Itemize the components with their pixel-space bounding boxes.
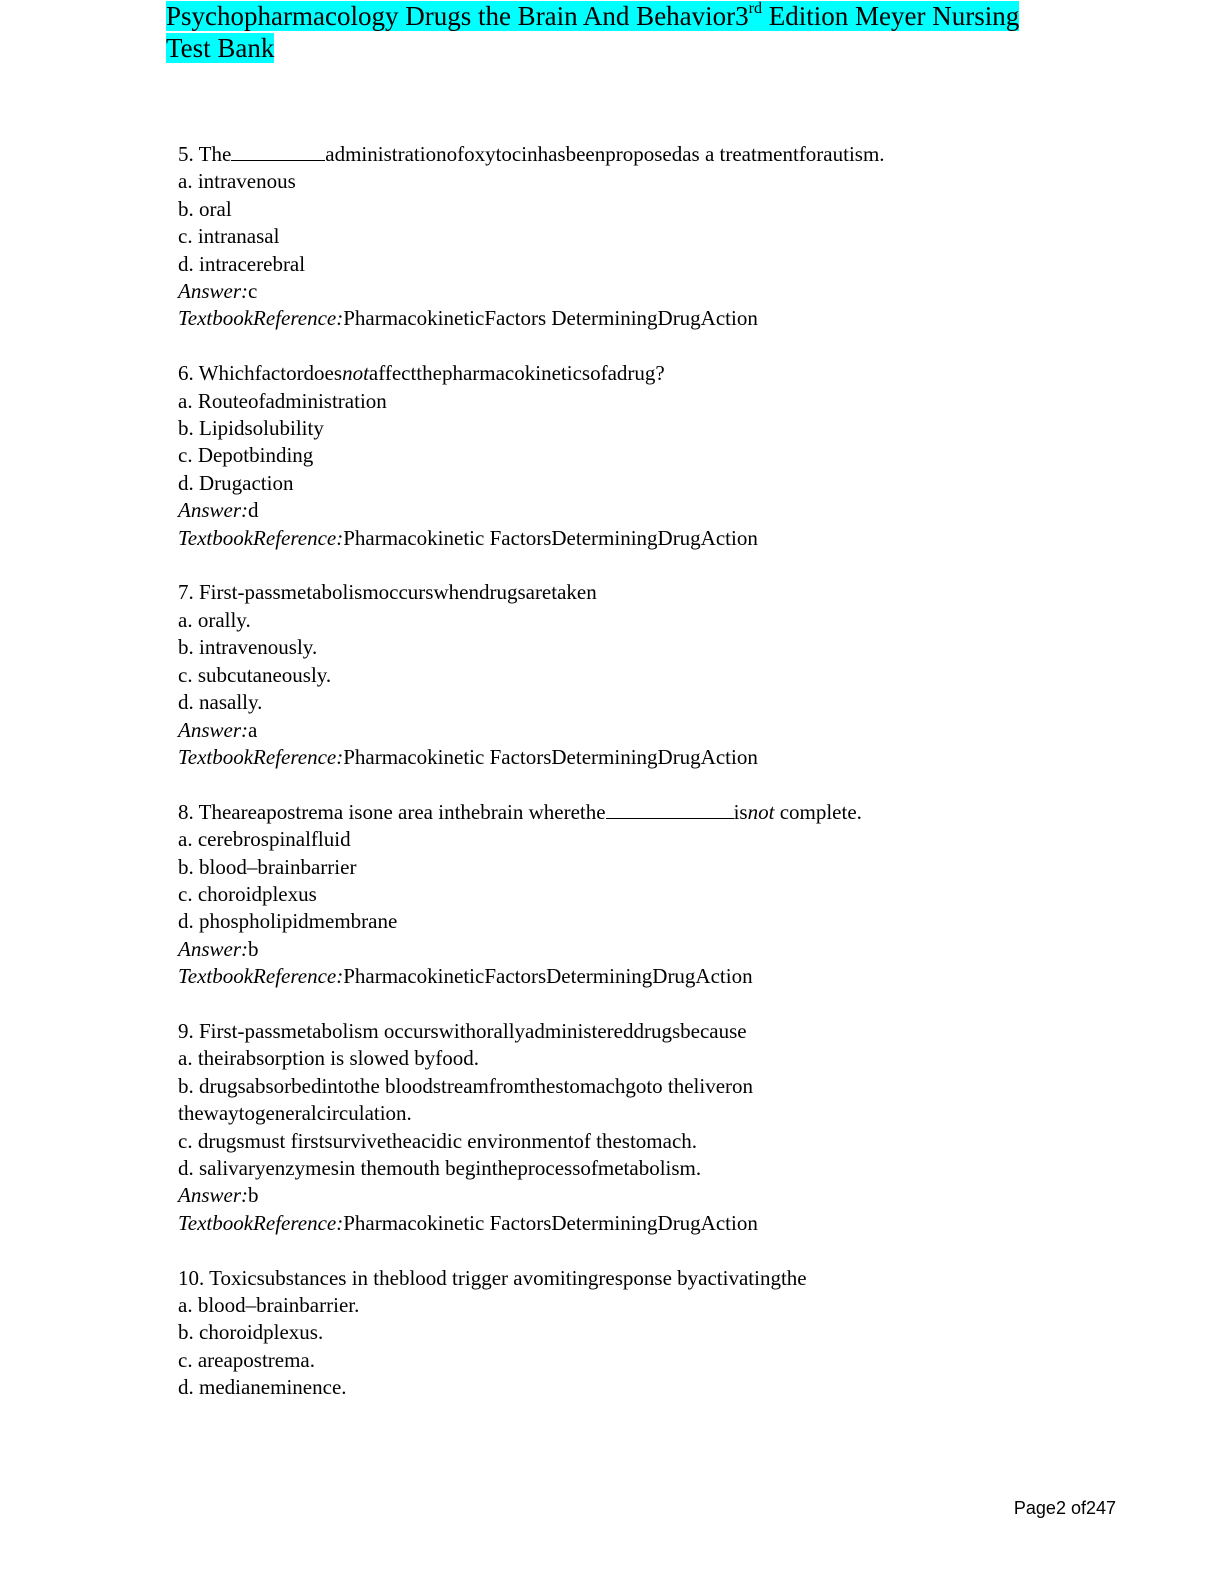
stem-text: 5. The	[178, 142, 232, 166]
option: b. oral	[178, 196, 232, 221]
reference-line	[178, 963, 1118, 990]
reference-line	[178, 1210, 1118, 1237]
answer-value: b	[248, 936, 259, 961]
option: a. Routeofadministration	[178, 388, 387, 413]
reference-value: Pharmacokinetic FactorsDeterminingDrugAction	[343, 525, 758, 550]
reference-line	[178, 305, 1118, 332]
question-8	[178, 799, 1118, 991]
option: b. intravenously.	[178, 635, 318, 660]
question-6	[178, 360, 1118, 552]
stem-text: affectthepharmacokineticsofadrug?	[368, 361, 665, 386]
answer-line	[178, 717, 1118, 744]
title-superscript: rd	[748, 0, 762, 17]
option: d. nasally.	[178, 690, 263, 715]
reference-line	[178, 525, 1118, 552]
stem-text: 6. Whichfactordoes	[178, 361, 343, 386]
answer-value: d	[248, 498, 259, 523]
answer-label: Answer:	[178, 279, 248, 304]
question-stem: 7. First-passmetabolismoccurswhendrugsaretaken	[178, 580, 597, 605]
stem-text: complete.	[774, 799, 862, 824]
option: d. phospholipidmembrane	[178, 909, 398, 934]
option: b. choroidplexus.	[178, 1320, 324, 1345]
answer-label: Answer:	[178, 936, 248, 961]
fill-in-blank	[606, 800, 734, 819]
title-line-2: Test Bank	[166, 33, 275, 63]
option: c. Depotbinding	[178, 443, 314, 468]
option: c. areapostrema.	[178, 1347, 316, 1372]
option: a. theirabsorption is slowed byfood.	[178, 1046, 479, 1071]
stem-text: is	[733, 799, 748, 824]
answer-line	[178, 278, 1118, 305]
option: a. orally.	[178, 607, 251, 632]
answer-value: a	[248, 717, 258, 742]
option: c. drugsmust firstsurvivetheacidic environmentof thestomach.	[178, 1128, 698, 1153]
reference-label: TextbookReference:	[178, 964, 344, 989]
question-stem	[178, 360, 1118, 387]
question-5	[178, 141, 1118, 333]
title-part-2: Edition Meyer Nursing	[761, 1, 1020, 31]
stem-text: administrationofoxytocinhasbeenproposedas a treatmentforautism.	[325, 142, 885, 166]
option: b. blood–brainbarrier	[178, 854, 357, 879]
stem-text: 8. Theareapostrema isone area inthebrain wherethe	[178, 799, 606, 824]
option: c. subcutaneously.	[178, 662, 332, 687]
reference-label: TextbookReference:	[178, 744, 344, 769]
option: b. drugsabsorbedintothe bloodstreamfromthestomachgoto theliveron	[178, 1073, 754, 1098]
question-9	[178, 1018, 1118, 1237]
answer-label: Answer:	[178, 498, 248, 523]
question-7	[178, 579, 1118, 771]
reference-label: TextbookReference:	[178, 1210, 344, 1235]
option: c. choroidplexus	[178, 881, 317, 906]
option: d. intracerebral	[178, 251, 306, 276]
reference-value: Pharmacokinetic FactorsDeterminingDrugAction	[343, 744, 758, 769]
fill-in-blank	[231, 142, 325, 161]
reference-line	[178, 744, 1118, 771]
answer-line	[178, 1182, 1118, 1209]
answer-value: b	[248, 1183, 259, 1208]
answer-value: c	[248, 279, 258, 304]
reference-value: PharmacokineticFactorsDeterminingDrugAction	[343, 964, 753, 989]
answer-label: Answer:	[178, 1183, 248, 1208]
option: a. intravenous	[178, 169, 296, 194]
title-line-1	[166, 1, 1019, 31]
option: d. medianeminence.	[178, 1375, 347, 1400]
option: c. intranasal	[178, 224, 280, 249]
question-stem	[178, 799, 1118, 826]
page-number: Page2 of247	[1013, 1498, 1116, 1518]
option: a. blood–brainbarrier.	[178, 1292, 360, 1317]
question-stem: 9. First-passmetabolism occurswithorallyadministereddrugsbecause	[178, 1018, 747, 1043]
question-stem: 10. Toxicsubstances in theblood trigger avomitingresponse byactivatingthe	[178, 1265, 807, 1290]
question-list	[178, 141, 1118, 1429]
option-continuation: thewaytogeneralcirculation.	[178, 1101, 412, 1126]
question-stem	[178, 141, 1118, 168]
reference-value: Pharmacokinetic FactorsDeterminingDrugAction	[343, 1210, 758, 1235]
reference-value: PharmacokineticFactors DeterminingDrugAction	[343, 306, 758, 331]
answer-label: Answer:	[178, 717, 248, 742]
answer-line	[178, 497, 1118, 524]
reference-label: TextbookReference:	[178, 525, 344, 550]
stem-emphasis: not	[342, 361, 369, 386]
option: d. Drugaction	[178, 470, 294, 495]
answer-line	[178, 936, 1118, 963]
document-title	[166, 0, 1066, 64]
option: b. Lipidsolubility	[178, 416, 324, 441]
stem-emphasis: not	[747, 799, 775, 824]
title-part-1: Psychopharmacology Drugs the Brain And Behavior3	[166, 1, 749, 31]
option: a. cerebrospinalfluid	[178, 827, 351, 852]
reference-label: TextbookReference:	[178, 306, 344, 331]
question-10	[178, 1265, 1118, 1402]
option: d. salivaryenzymesin themouth begintheprocessofmetabolism.	[178, 1155, 702, 1180]
